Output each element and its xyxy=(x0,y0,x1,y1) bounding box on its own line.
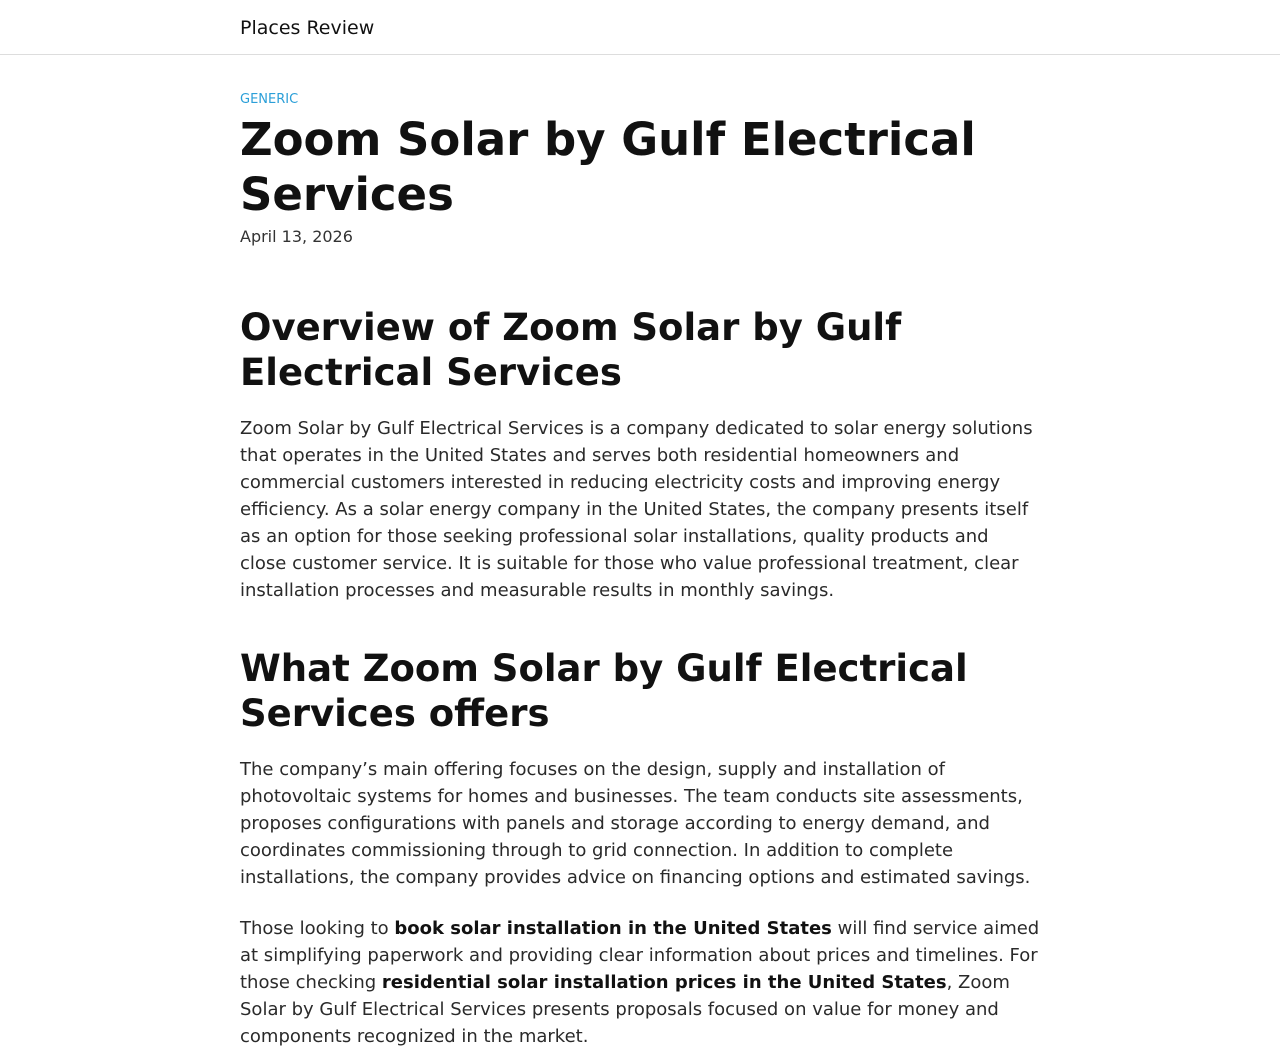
bold-phrase-residential-prices: residential solar installation prices in the United States xyxy=(381,972,947,993)
article xyxy=(240,88,1040,1050)
section-heading-offers: What Zoom Solar by Gulf Electrical Services offers xyxy=(240,647,968,735)
paragraph-text: will find service aimed at simplifying paperwork and providing clear information about prices and timelines. For those checking xyxy=(240,918,1040,993)
site-header xyxy=(0,0,1280,55)
article-title: Zoom Solar by Gulf Electrical Services xyxy=(240,113,976,221)
bold-phrase-book-installation: book solar installation in the United States xyxy=(394,918,832,939)
section-paragraph-overview: Zoom Solar by Gulf Electrical Services is a company dedicated to solar energy solutions that operates in the United States and serves both residential homeowners and commercial customers interested in reducing electricity costs and improving energy efficiency. As a solar energy company in the United States, the company presents itself as an option for those seeking professional solar installations, quality products and close customer service. It is suitable for those who value professional treatment, clear installation processes and measurable results in monthly savings. xyxy=(240,418,1033,601)
site-title-link[interactable]: Places Review xyxy=(240,17,375,39)
paragraph-text: , Zoom Solar by Gulf Electrical Services presents proposals focused on value for money and components recognized in the market. xyxy=(240,972,1010,1047)
paragraph-text: Those looking to xyxy=(240,918,395,939)
section-paragraph-offers: The company’s main offering focuses on the design, supply and installation of photovoltaic systems for homes and businesses. The team conducts site assessments, proposes configurations with panels and storage according to energy demand, and coordinates commissioning through to grid connection. In addition to complete installations, the company provides advice on financing options and estimated savings. xyxy=(240,759,1031,888)
category-link[interactable]: GENERIC xyxy=(240,92,299,107)
section-paragraph-booking xyxy=(240,915,1040,1050)
article-date: April 13, 2026 xyxy=(240,227,353,246)
section-heading-overview: Overview of Zoom Solar by Gulf Electrical Services xyxy=(240,306,902,394)
